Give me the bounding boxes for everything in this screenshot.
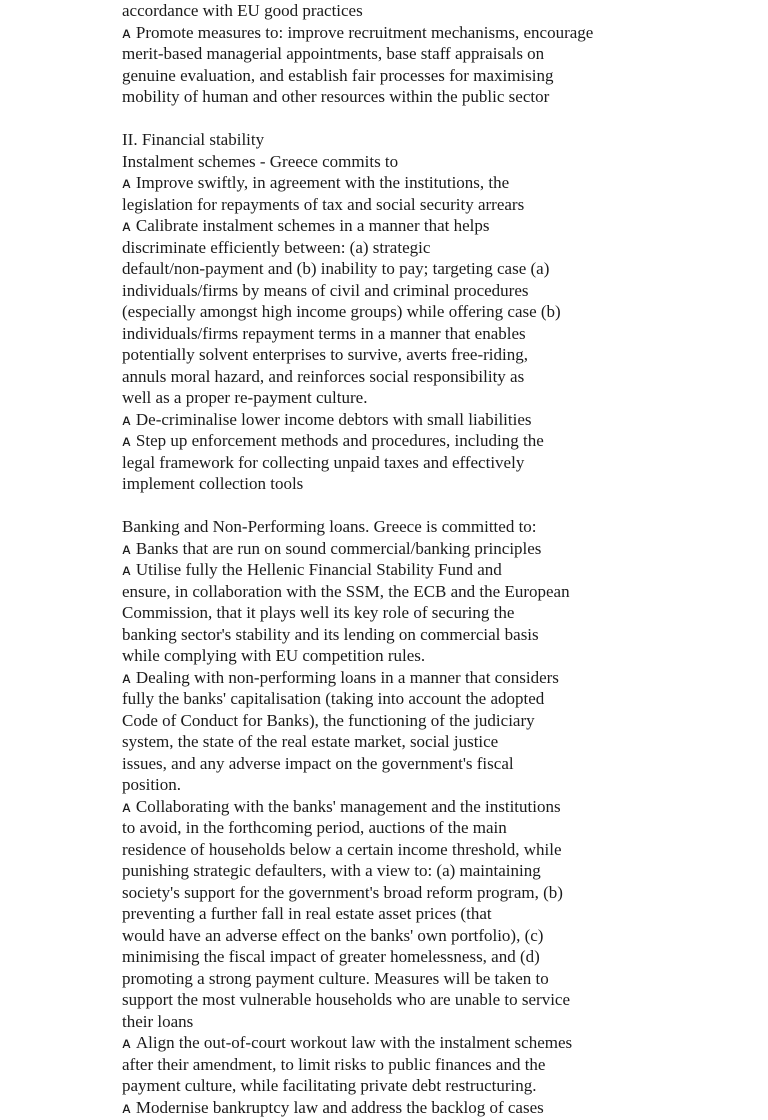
line-text: society's support for the government's broad reform program, (b) xyxy=(122,882,563,902)
text-line xyxy=(122,108,662,130)
text-line xyxy=(122,323,662,345)
text-line xyxy=(122,280,662,302)
line-text: preventing a further fall in real estate asset prices (that xyxy=(122,904,492,923)
line-text: legal framework for collecting unpaid taxes and effectively xyxy=(122,452,525,472)
text-line xyxy=(122,602,662,624)
bullet-line xyxy=(122,538,662,560)
text-line xyxy=(122,452,662,474)
line-text: punishing strategic defaulters, with a view to: (a) maintaining xyxy=(122,861,541,880)
bullet-icon: ᴀ xyxy=(122,1034,131,1052)
line-text: legislation for repayments of tax and social security arrears xyxy=(122,194,525,214)
line-text: Improve swiftly, in agreement with the institutions, the xyxy=(135,173,510,192)
text-line xyxy=(122,344,662,366)
text-line xyxy=(122,860,662,882)
line-text: while complying with EU competition rules. xyxy=(122,646,426,665)
line-text: default/non-payment and (b) inability to pay; targeting case (a) xyxy=(122,259,550,278)
text-line xyxy=(122,0,662,22)
line-text: Utilise fully the Hellenic Financial Stability Fund and xyxy=(135,560,502,579)
line-text: fully the banks' capitalisation (taking into account the adopted xyxy=(122,689,545,708)
line-text: Align the out-of-court workout law with the instalment schemes xyxy=(135,1033,573,1052)
bullet-line xyxy=(122,796,662,818)
text-line xyxy=(122,129,662,151)
line-text: support the most vulnerable households who are unable to service xyxy=(122,990,571,1009)
text-line xyxy=(122,774,662,796)
line-text: Promote measures to: improve recruitment mechanisms, encourage xyxy=(135,22,594,42)
line-text: Collaborating with the banks' management and the institutions xyxy=(135,796,561,816)
line-text: their loans xyxy=(122,1011,194,1031)
line-text: discriminate efficiently between: (a) strategic xyxy=(122,237,431,257)
line-text: De-criminalise lower income debtors with small liabilities xyxy=(135,409,532,429)
text-line xyxy=(122,473,662,495)
text-line xyxy=(122,624,662,646)
text-line xyxy=(122,1075,662,1097)
text-line xyxy=(122,968,662,990)
text-line xyxy=(122,237,662,259)
line-text: ensure, in collaboration with the SSM, the ECB and the European xyxy=(122,581,570,601)
text-line xyxy=(122,86,662,108)
text-line xyxy=(122,645,662,667)
text-line xyxy=(122,925,662,947)
text-line xyxy=(122,688,662,710)
text-line xyxy=(122,817,662,839)
line-text: minimising the fiscal impact of greater homelessness, and (d) xyxy=(122,947,540,966)
bullet-line xyxy=(122,430,662,452)
line-text: well as a proper re-payment culture. xyxy=(122,388,368,407)
text-line xyxy=(122,1011,662,1033)
bullet-line xyxy=(122,667,662,689)
bullet-icon: ᴀ xyxy=(122,410,131,429)
text-line xyxy=(122,1054,662,1076)
line-text: banking sector's stability and its lending on commercial basis xyxy=(122,624,539,644)
text-line xyxy=(122,495,662,517)
line-text: Modernise bankruptcy law and address the backlog of cases xyxy=(135,1097,544,1117)
line-text: II. Financial stability xyxy=(122,130,265,149)
bullet-icon: ᴀ xyxy=(122,174,131,192)
text-line xyxy=(122,387,662,409)
bullet-icon: ᴀ xyxy=(122,561,131,579)
text-line xyxy=(122,516,662,538)
text-line xyxy=(122,839,662,861)
line-text: merit-based managerial appointments, base staff appraisals on xyxy=(122,44,545,63)
text-line xyxy=(122,366,662,388)
line-text: to avoid, in the forthcoming period, auctions of the main xyxy=(122,818,507,837)
bullet-line xyxy=(122,559,662,581)
line-text: system, the state of the real estate market, social justice xyxy=(122,732,499,751)
line-text: mobility of human and other resources within the public sector xyxy=(122,87,550,106)
bullet-line xyxy=(122,22,662,44)
text-line xyxy=(122,43,662,65)
line-text: individuals/firms repayment terms in a manner that enables xyxy=(122,323,526,343)
line-text: position. xyxy=(122,775,182,794)
line-text: implement collection tools xyxy=(122,474,304,493)
bullet-line xyxy=(122,215,662,237)
line-text: after their amendment, to limit risks to public finances and the xyxy=(122,1054,546,1074)
text-line xyxy=(122,989,662,1011)
bullet-icon: ᴀ xyxy=(122,217,131,235)
text-line xyxy=(122,581,662,603)
text-line xyxy=(122,258,662,280)
line-text: would have an adverse effect on the banks' own portfolio), (c) xyxy=(122,925,544,945)
line-text: Banks that are run on sound commercial/banking principles xyxy=(135,538,542,558)
line-text: annuls moral hazard, and reinforces social responsibility as xyxy=(122,366,525,386)
line-text: accordance with EU good practices xyxy=(122,1,363,20)
text-line xyxy=(122,710,662,732)
bullet-line xyxy=(122,172,662,194)
line-text: Dealing with non-performing loans in a manner that considers xyxy=(135,667,559,687)
bullet-icon: ᴀ xyxy=(122,1098,131,1117)
text-line xyxy=(122,301,662,323)
bullet-line xyxy=(122,1097,662,1119)
bullet-line xyxy=(122,1032,662,1054)
line-text: Calibrate instalment schemes in a manner that helps xyxy=(135,216,490,235)
line-text: payment culture, while facilitating private debt restructuring. xyxy=(122,1076,537,1095)
text-line xyxy=(122,151,662,173)
text-line xyxy=(122,194,662,216)
bullet-icon: ᴀ xyxy=(122,23,131,42)
text-line xyxy=(122,753,662,775)
line-text: Banking and Non-Performing loans. Greece is committed to: xyxy=(122,517,537,536)
text-line xyxy=(122,946,662,968)
line-text: residence of households below a certain income threshold, while xyxy=(122,839,562,859)
bullet-icon: ᴀ xyxy=(122,539,131,558)
line-text: individuals/firms by means of civil and criminal procedures xyxy=(122,280,529,300)
line-text: potentially solvent enterprises to survive, averts free-riding, xyxy=(122,345,528,364)
text-line xyxy=(122,731,662,753)
text-line xyxy=(122,882,662,904)
line-text: (especially amongst high income groups) while offering case (b) xyxy=(122,302,561,321)
text-line xyxy=(122,65,662,87)
bullet-icon: ᴀ xyxy=(122,797,131,816)
line-text: genuine evaluation, and establish fair processes for maximising xyxy=(122,65,554,85)
line-text: Code of Conduct for Banks), the functioning of the judiciary xyxy=(122,710,535,730)
line-text: Commission, that it plays well its key role of securing the xyxy=(122,603,515,622)
bullet-icon: ᴀ xyxy=(122,668,131,687)
line-text: promoting a strong payment culture. Measures will be taken to xyxy=(122,968,549,988)
bullet-icon: ᴀ xyxy=(122,432,131,450)
line-text: issues, and any adverse impact on the government's fiscal xyxy=(122,753,514,773)
line-text: Instalment schemes - Greece commits to xyxy=(122,151,399,171)
line-text: Step up enforcement methods and procedures, including the xyxy=(135,431,544,450)
bullet-line xyxy=(122,409,662,431)
text-line xyxy=(122,903,662,925)
